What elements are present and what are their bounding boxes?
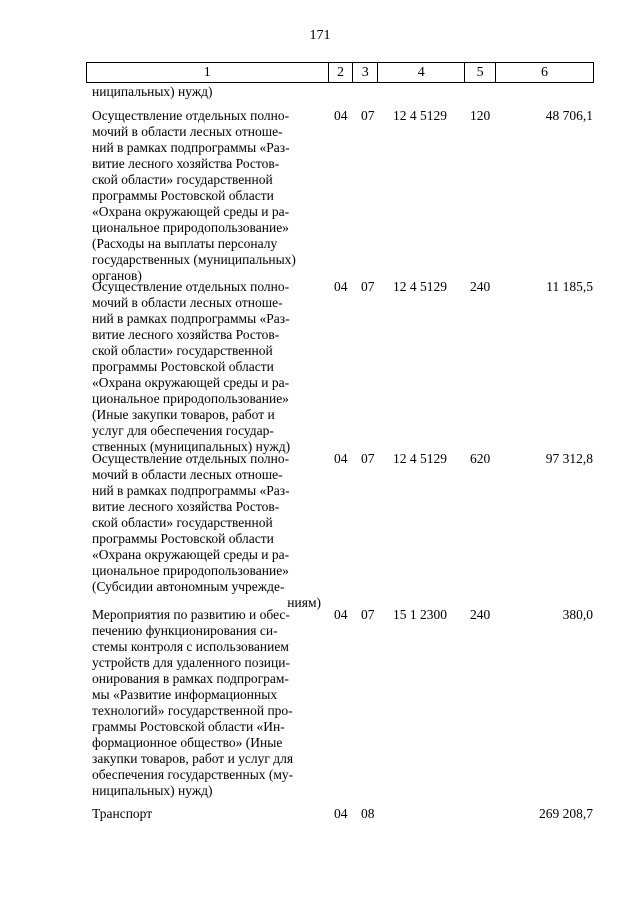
header-col-6: 6 xyxy=(540,64,548,80)
expense-type-code: 620 xyxy=(470,451,491,466)
table-header xyxy=(86,62,594,83)
section-code: 04 xyxy=(334,451,348,466)
row-line: Осуществление отдельных полно- xyxy=(92,451,290,466)
row-line: Осуществление отдельных полно- xyxy=(92,279,290,294)
header-col-5: 5 xyxy=(465,63,496,82)
subsection-code: 08 xyxy=(361,806,375,821)
row-line: технологий» государственной про- xyxy=(92,703,293,718)
subsection-code: 07 xyxy=(361,451,375,466)
row-line: органов) xyxy=(92,268,142,283)
amount: 48 706,1 xyxy=(545,108,593,123)
target-article-code: 15 1 2300 xyxy=(393,607,447,622)
row-description xyxy=(92,607,321,799)
row-line: циональное природопользование» xyxy=(92,391,289,406)
row-line: «Охрана окружающей среды и ра- xyxy=(92,375,290,390)
row-line: «Охрана окружающей среды и ра- xyxy=(92,547,290,562)
row-line: «Охрана окружающей среды и ра- xyxy=(92,204,290,219)
row-line: витие лесного хозяйства Ростов- xyxy=(92,499,280,514)
expense-type-code: 240 xyxy=(470,279,491,294)
row-description xyxy=(92,279,321,455)
row-line: ской области» государственной xyxy=(92,343,273,358)
subsection-code: 07 xyxy=(361,607,375,622)
header-col-4: 4 xyxy=(378,63,465,82)
row-line: мочий в области лесных отноше- xyxy=(92,467,283,482)
header-col-3: 3 xyxy=(353,63,378,82)
row-line: Осуществление отдельных полно- xyxy=(92,108,290,123)
continuation-text: ниципальных) нужд) xyxy=(92,84,213,99)
row-line: мы «Развитие информационных xyxy=(92,687,278,702)
row-line: (Субсидии автономным учрежде- xyxy=(92,579,285,594)
row-line: ственных (муниципальных) нужд) xyxy=(92,439,291,454)
row-line: ской области» государственной xyxy=(92,515,273,530)
header-col-1: 1 xyxy=(87,63,329,82)
row-line: циональное природопользование» xyxy=(92,220,289,235)
expense-type-code: 240 xyxy=(470,607,491,622)
row-description xyxy=(92,806,321,822)
section-code: 04 xyxy=(334,607,348,622)
row-line: программы Ростовской области xyxy=(92,188,274,203)
subsection-code: 07 xyxy=(361,108,375,123)
row-description xyxy=(92,451,321,611)
row-line: ний в рамках подпрограммы «Раз- xyxy=(92,140,290,155)
subsection-code: 07 xyxy=(361,279,375,294)
row-line: программы Ростовской области xyxy=(92,359,274,374)
amount: 11 185,5 xyxy=(546,279,593,294)
amount: 97 312,8 xyxy=(545,451,593,466)
amount: 380,0 xyxy=(562,607,593,622)
target-article-code: 12 4 5129 xyxy=(393,279,447,294)
row-line: государственных (муниципальных) xyxy=(92,252,296,267)
row-line: витие лесного хозяйства Ростов- xyxy=(92,156,280,171)
row-line: Мероприятия по развитию и обес- xyxy=(92,607,290,622)
row-line: услуг для обеспечения государ- xyxy=(92,423,274,438)
row-line: ниям) xyxy=(287,595,321,610)
row-description xyxy=(92,108,321,284)
row-line: (Расходы на выплаты персоналу xyxy=(92,236,278,251)
section-code: 04 xyxy=(334,279,348,294)
row-line: Транспорт xyxy=(92,806,153,821)
row-line: онирования в рамках подпрограм- xyxy=(92,671,289,686)
page-number: 171 xyxy=(309,28,331,43)
row-line: стемы контроля с использованием xyxy=(92,639,289,654)
row-line: (Иные закупки товаров, работ и xyxy=(92,407,275,422)
section-code: 04 xyxy=(334,806,348,821)
section-code: 04 xyxy=(334,108,348,123)
target-article-code: 12 4 5129 xyxy=(393,451,447,466)
row-line: обеспечения государственных (му- xyxy=(92,767,294,782)
row-line: циональное природопользование» xyxy=(92,563,289,578)
row-line: ний в рамках подпрограммы «Раз- xyxy=(92,483,290,498)
row-line: печению функционирования си- xyxy=(92,623,278,638)
row-line: граммы Ростовской области «Ин- xyxy=(92,719,285,734)
row-line: мочий в области лесных отноше- xyxy=(92,295,283,310)
row-line: формационное общество» (Иные xyxy=(92,735,283,750)
row-line: витие лесного хозяйства Ростов- xyxy=(92,327,280,342)
amount: 269 208,7 xyxy=(539,806,593,821)
header-col-2: 2 xyxy=(329,63,354,82)
target-article-code: 12 4 5129 xyxy=(393,108,447,123)
row-line: ской области» государственной xyxy=(92,172,273,187)
expense-type-code: 120 xyxy=(470,108,491,123)
row-line: программы Ростовской области xyxy=(92,531,274,546)
row-line: ниципальных) нужд) xyxy=(92,783,213,798)
row-line: мочий в области лесных отноше- xyxy=(92,124,283,139)
row-line: закупки товаров, работ и услуг для xyxy=(92,751,294,766)
row-line: ний в рамках подпрограммы «Раз- xyxy=(92,311,290,326)
row-line: устройств для удаленного позици- xyxy=(92,655,290,670)
